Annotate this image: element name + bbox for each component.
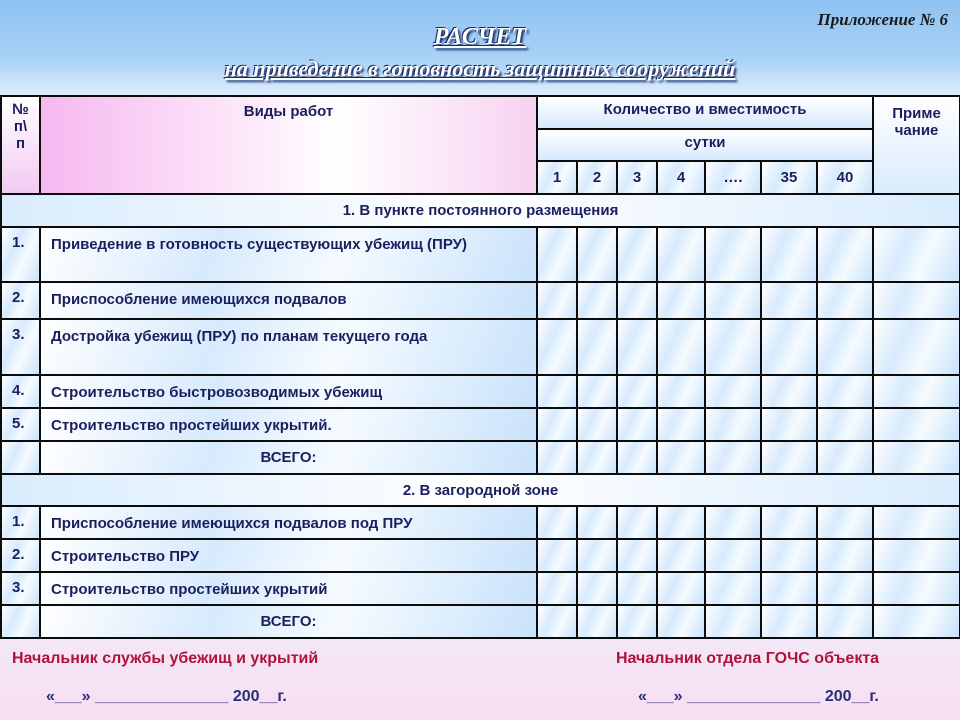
note-cell[interactable] (873, 375, 960, 408)
data-cell[interactable] (705, 282, 761, 319)
note-cell[interactable] (873, 227, 960, 282)
header-day-cell: 2 (577, 161, 617, 194)
data-cell[interactable] (817, 506, 873, 539)
total-label: ВСЕГО: (40, 605, 537, 638)
header-days: сутки (537, 129, 873, 161)
note-cell[interactable] (873, 282, 960, 319)
row-number: 3. (1, 319, 40, 375)
data-cell[interactable] (761, 441, 817, 474)
data-cell[interactable] (817, 605, 873, 638)
data-cell[interactable] (617, 441, 657, 474)
row-work: Строительство ПРУ (40, 539, 537, 572)
data-cell[interactable] (617, 539, 657, 572)
note-cell[interactable] (873, 319, 960, 375)
data-cell[interactable] (705, 539, 761, 572)
header-day-cell: …. (705, 161, 761, 194)
row-number: 3. (1, 572, 40, 605)
data-cell[interactable] (577, 319, 617, 375)
data-cell[interactable] (577, 408, 617, 441)
data-cell[interactable] (817, 319, 873, 375)
row-work: Приведение в готовность существующих убежищ (ПРУ) (40, 227, 537, 282)
data-cell[interactable] (705, 441, 761, 474)
calculation-table (0, 95, 960, 639)
data-cell[interactable] (537, 605, 577, 638)
data-cell[interactable] (617, 375, 657, 408)
data-cell[interactable] (617, 319, 657, 375)
data-cell[interactable] (577, 441, 617, 474)
data-cell[interactable] (577, 282, 617, 319)
data-cell[interactable] (657, 605, 705, 638)
data-cell[interactable] (761, 227, 817, 282)
data-cell[interactable] (817, 572, 873, 605)
row-work: Приспособление имеющихся подвалов (40, 282, 537, 319)
header-work-types: Виды работ (40, 96, 537, 194)
data-cell[interactable] (817, 539, 873, 572)
row-work: Приспособление имеющихся подвалов под ПРУ (40, 506, 537, 539)
table-row (1, 227, 960, 282)
data-cell[interactable] (761, 506, 817, 539)
data-cell[interactable] (537, 506, 577, 539)
header-day-cell: 40 (817, 161, 873, 194)
data-cell[interactable] (705, 506, 761, 539)
data-cell[interactable] (657, 408, 705, 441)
table-row (1, 572, 960, 605)
header-day-cell: 35 (761, 161, 817, 194)
data-cell[interactable] (537, 539, 577, 572)
appendix-label: Приложение № 6 (817, 10, 948, 29)
data-cell[interactable] (537, 408, 577, 441)
data-cell[interactable] (577, 572, 617, 605)
row-number: 1. (1, 227, 40, 282)
row-number: 1. (1, 506, 40, 539)
data-cell[interactable] (617, 506, 657, 539)
total-row (1, 605, 960, 638)
table-row (1, 375, 960, 408)
data-cell[interactable] (817, 227, 873, 282)
data-cell[interactable] (657, 441, 705, 474)
data-cell[interactable] (657, 227, 705, 282)
data-cell[interactable] (617, 572, 657, 605)
note-cell[interactable] (873, 539, 960, 572)
row-number (1, 605, 40, 638)
data-cell[interactable] (537, 572, 577, 605)
data-cell[interactable] (577, 375, 617, 408)
data-cell[interactable] (761, 375, 817, 408)
document-subtitle: на приведение в готовность защитных сооружений (224, 56, 736, 81)
data-cell[interactable] (657, 282, 705, 319)
data-cell[interactable] (657, 506, 705, 539)
data-cell[interactable] (761, 319, 817, 375)
header-day-cell: 1 (537, 161, 577, 194)
data-cell[interactable] (817, 282, 873, 319)
data-cell[interactable] (657, 539, 705, 572)
data-cell[interactable] (657, 375, 705, 408)
data-cell[interactable] (705, 375, 761, 408)
data-cell[interactable] (761, 282, 817, 319)
data-cell[interactable] (705, 408, 761, 441)
signature-date-right: «___» _______________ 200__г. (638, 688, 879, 705)
data-cell[interactable] (817, 375, 873, 408)
note-cell[interactable] (873, 572, 960, 605)
header-day-cell: 3 (617, 161, 657, 194)
note-cell[interactable] (873, 506, 960, 539)
note-cell[interactable] (873, 605, 960, 638)
row-number (1, 441, 40, 474)
section-title: 2. В загородной зоне (1, 474, 960, 506)
data-cell[interactable] (817, 408, 873, 441)
data-cell[interactable] (705, 319, 761, 375)
data-cell[interactable] (617, 227, 657, 282)
data-cell[interactable] (577, 605, 617, 638)
row-work: Строительство простейших укрытий. (40, 408, 537, 441)
row-work: Строительство быстровозводимых убежищ (40, 375, 537, 408)
data-cell[interactable] (537, 319, 577, 375)
data-cell[interactable] (577, 227, 617, 282)
data-cell[interactable] (577, 539, 617, 572)
table-row (1, 282, 960, 319)
table-row (1, 506, 960, 539)
data-cell[interactable] (537, 227, 577, 282)
total-label: ВСЕГО: (40, 441, 537, 474)
table-row (1, 539, 960, 572)
row-number: 2. (1, 539, 40, 572)
table-row (1, 408, 960, 441)
signatory-left: Начальник службы убежищ и укрытий (12, 650, 319, 667)
data-cell[interactable] (761, 572, 817, 605)
data-cell[interactable] (761, 539, 817, 572)
data-cell[interactable] (537, 375, 577, 408)
data-cell[interactable] (657, 572, 705, 605)
data-cell[interactable] (817, 441, 873, 474)
row-number: 5. (1, 408, 40, 441)
signature-date-left: «___» _______________ 200__г. (46, 688, 287, 705)
data-cell[interactable] (705, 572, 761, 605)
data-cell[interactable] (577, 506, 617, 539)
table-row (1, 319, 960, 375)
row-number: 4. (1, 375, 40, 408)
data-cell[interactable] (761, 408, 817, 441)
total-row (1, 441, 960, 474)
signatory-right: Начальник отдела ГОЧС объекта (616, 650, 880, 667)
data-cell[interactable] (657, 319, 705, 375)
data-cell[interactable] (705, 605, 761, 638)
data-cell[interactable] (705, 227, 761, 282)
header-note: Приме чание (873, 96, 960, 194)
data-cell[interactable] (537, 441, 577, 474)
data-cell[interactable] (617, 408, 657, 441)
data-cell[interactable] (617, 282, 657, 319)
section-title: 1. В пункте постоянного размещения (1, 194, 960, 227)
row-work: Строительство простейших укрытий (40, 572, 537, 605)
header-number: № п\ п (1, 96, 40, 194)
row-number: 2. (1, 282, 40, 319)
document-title: РАСЧЕТ (433, 24, 527, 50)
note-cell[interactable] (873, 441, 960, 474)
header-day-cell: 4 (657, 161, 705, 194)
data-cell[interactable] (761, 605, 817, 638)
note-cell[interactable] (873, 408, 960, 441)
data-cell[interactable] (617, 605, 657, 638)
row-work: Достройка убежищ (ПРУ) по планам текущего года (40, 319, 537, 375)
header-quantity: Количество и вместимость (537, 96, 873, 129)
data-cell[interactable] (537, 282, 577, 319)
